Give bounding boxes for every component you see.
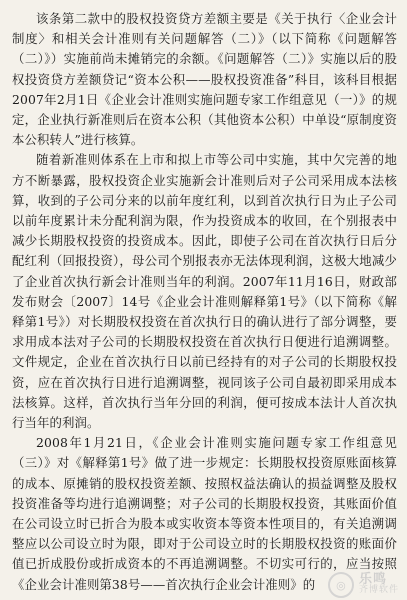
watermark-name: 乐鸣	[358, 572, 387, 587]
document-page	[12, 9, 397, 595]
logo-mark-icon: ◎	[328, 572, 354, 598]
paragraph-2: 随着新准则体系在上市和拟上市等公司中实施，其中欠完善的地方不断暴露，股权投资企业实施新会计准则后对子公司采用成本法核算，收到的子公司分来的以前年度红利，以到首次执行日为止子公司以前年度累计未分配利润为限，作为投资成本的收回，在个别报表中减少长期股权投资的投资成本。因此，即使子公司在首次执行日后分配红利（回报投资），母公司个别报表亦无法体现利润，这极大地减少了企业首次执行新会计准则当年的利润。2007年11月16日，财政部发布财会〔2007〕14号《企业会计准则解释第1号》（以下简称《解释第1号》）对长期股权投资在首次执行日的确认进行了部分调整，要求用成本法对子公司的长期股权投资在首次执行日便进行追溯调整。文件规定，企业在首次执行日以前已经持有的对子公司的长期股权投资，应在首次执行日进行追溯调整，视同该子公司自最初即采用成本法核算。这样，首次执行当年分回的利润，便可按成本法计人首次执行当年的利润。	[12, 152, 397, 431]
paragraph-3: 2008年1月21日，《企业会计准则实施问题专家工作组意见（三）》对《解释第1号》做了进一步规定：长期股权投资原账面核算的成本、原摊销的股权投资差额、按照权益法确认的损益调整及股权投资准备等均进行追溯调整；对子公司的长期股权投资，其账面价值在公司设立时已折合为股本或实收资本等资本性项目的，有关追溯调整应以公司设立时为限，即对于公司设立时的长期股权投资的账面价值已折成股份或折成资本的不再追溯调整。不切实可行的，应当按照《企业会计准则第38号——首次执行企业会计准则》的	[12, 435, 397, 592]
watermark-sub: 齐博软件	[358, 585, 399, 595]
watermark-text	[359, 574, 399, 596]
paragraph-1: 该条第二款中的股权投资贷方差额主要是《关于执行〈企业会计制度〉和相关会计准则有关问题解答（二）》（以下简称《问题解答（二）》）实施前尚未摊销完的余额。《问题解答（二）》实施以后的股权投资贷方差额贷记“资本公积——股权投资准备”科目，该科目根据2007年2月1日《企业会计准则实施问题专家工作组意见（一）》的规定，企业执行新准则后在资本公积（其他资本公积）中单设“原制度资本公积转人”进行核算。	[12, 11, 397, 148]
watermark	[328, 572, 399, 598]
